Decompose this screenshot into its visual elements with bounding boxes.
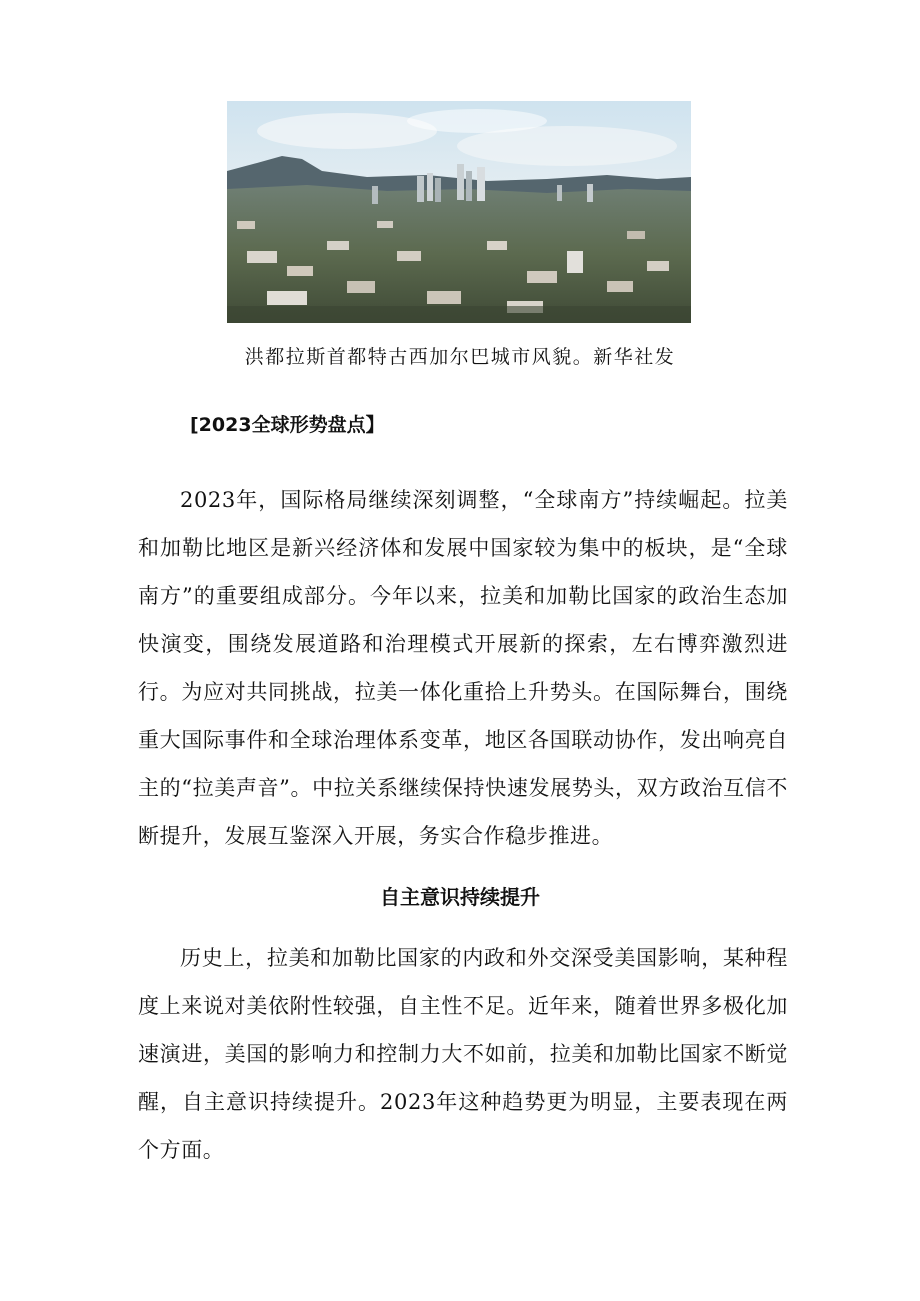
paragraph-1: 2023年，国际格局继续深刻调整，“全球南方”持续崛起。拉美和加勒比地区是新兴经济体和发展中国家较为集中的板块，是“全球南方”的重要组成部分。今年以来，拉美和加勒比国家的政治生态加快演变，围绕发展道路和治理模式开展新的探索，左右博弈激烈进行。为应对共同挑战，拉美一体化重拾上升势头。在国际舞台，围绕重大国际事件和全球治理体系变革，地区各国联动协作，发出响亮自主的“拉美声音”。中拉关系继续保持快速发展势头，双方政治互信不断提升，发展互鉴深入开展，务实合作稳步推进。: [138, 488, 788, 848]
photo-caption: 洪都拉斯首都特古西加尔巴城市风貌。新华社发: [244, 346, 676, 368]
series-title: [2023全球形势盘点】: [190, 414, 385, 436]
city-photo: [227, 101, 691, 323]
paragraph-2: 历史上，拉美和加勒比国家的内政和外交深受美国影响，某种程度上来说对美依附性较强，自主性不足。近年来，随着世界多极化加速演进，美国的影响力和控制力大不如前，拉美和加勒比国家不断觉醒，自主意识持续提升。2023年这种趋势更为明显，主要表现在两个方面。: [138, 946, 788, 1162]
section-heading: 自主意识持续提升: [380, 885, 540, 909]
